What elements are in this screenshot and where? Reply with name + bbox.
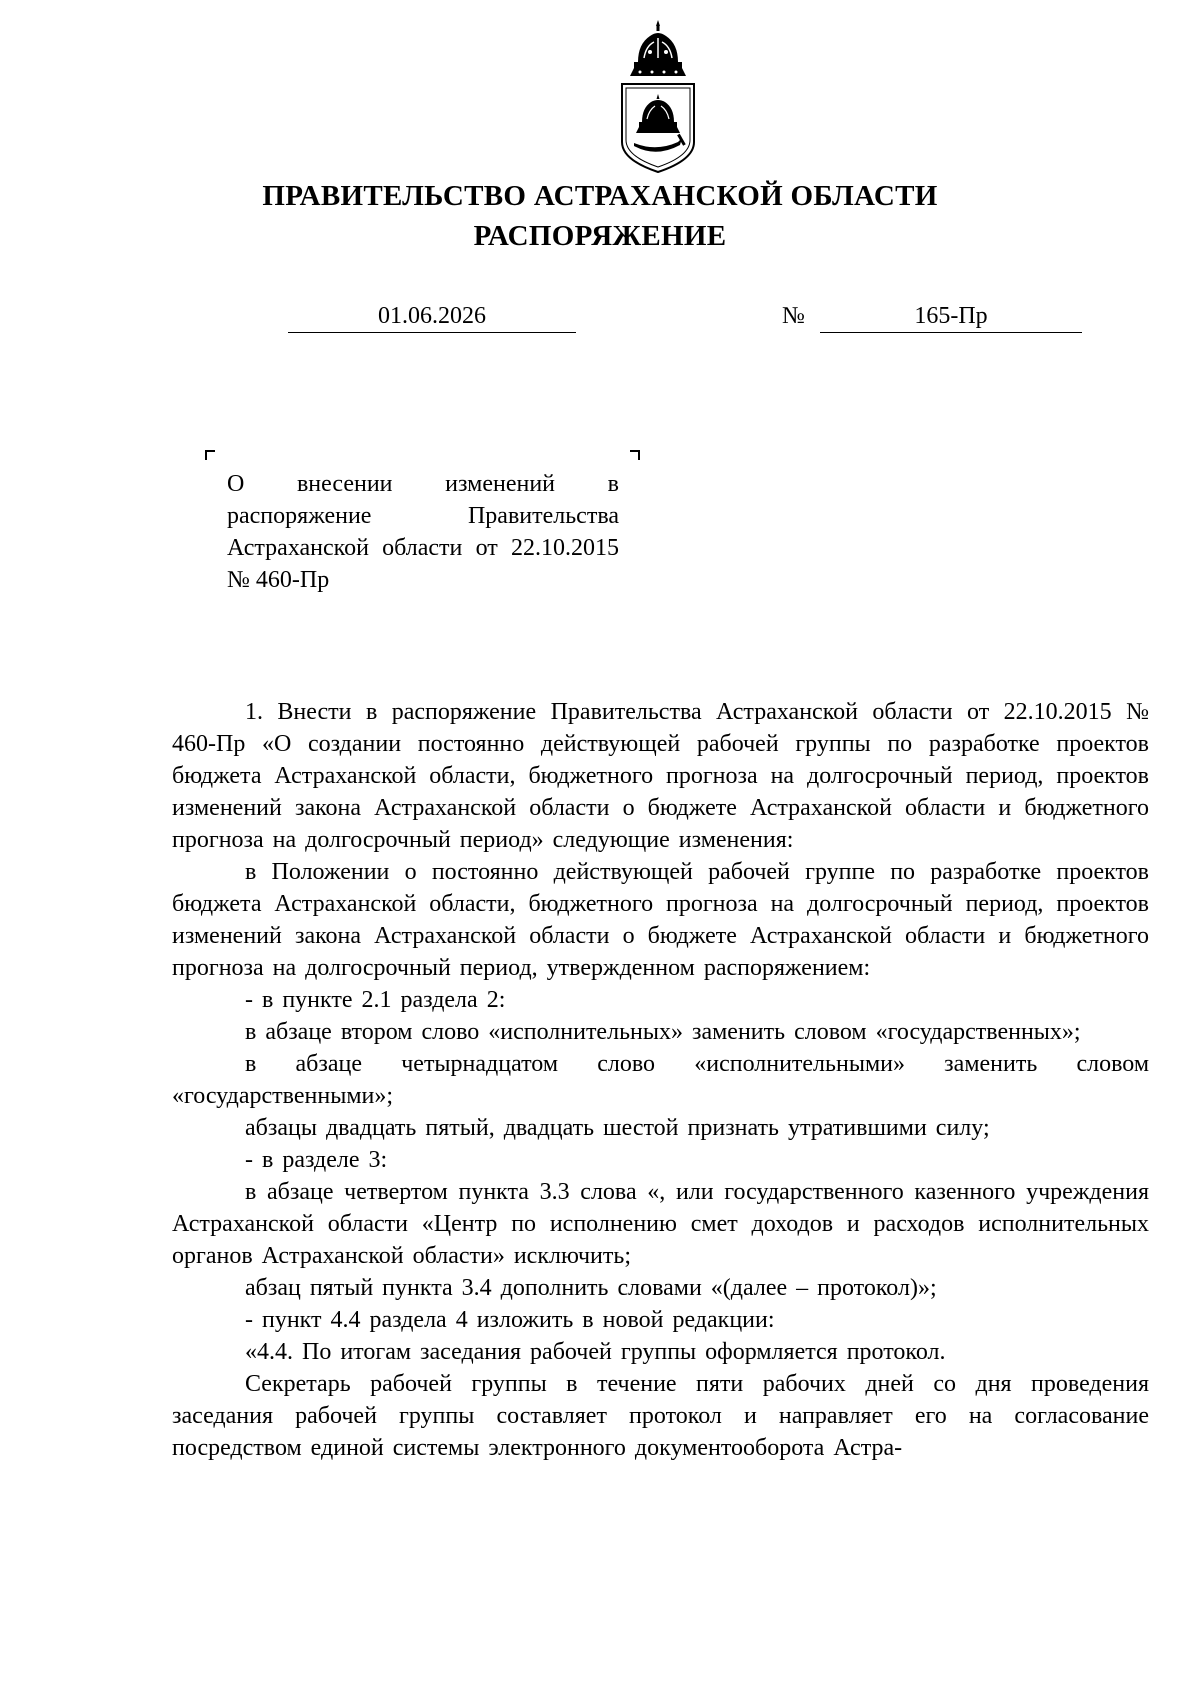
body-paragraph: в абзаце четырнадцатом слово «исполнительными» заменить словом «государственными»; [172,1051,1149,1109]
body-paragraph: Секретарь рабочей группы в течение пяти рабочих дней со дня проведения заседания рабочей группы составляет протокол и направляет его на согласование посредством единой системы электронного документооборота Астра- [172,1371,1149,1461]
government-title: ПРАВИТЕЛЬСТВО АСТРАХАНСКОЙ ОБЛАСТИ [262,180,938,212]
body-paragraph: абзац пятый пункта 3.4 дополнить словами «(далее – протокол)»; [245,1275,937,1301]
body-paragraph: 1. Внести в распоряжение Правительства Астраханской области от 22.10.2015 № 460-Пр «О создании постоянно действующей рабочей группы по разработке проектов бюджета Астраханской области, бюджетного прогноза на долгосрочный период, проектов изменений закона Астраханской области о бюджете Астраханской области и бюджетного прогноза на долгосрочный период» следующие изменения: [172,699,1149,853]
body-paragraph: - в пункте 2.1 раздела 2: [245,987,506,1013]
document-type-title: РАСПОРЯЖЕНИЕ [473,220,727,252]
body-paragraph: в Положении о постоянно действующей рабочей группе по разработке проектов бюджета Астраханской области, бюджетного прогноза на долгосрочный период, проектов изменений закона Астраханской области о бюджете Астраханской области и бюджетного прогноза на долгосрочный период, утвержденном распоряжением: [172,859,1149,981]
number-sign: № [782,303,805,329]
body-paragraph: - в разделе 3: [245,1147,388,1173]
body-paragraph: - пункт 4.4 раздела 4 изложить в новой редакции: [245,1307,775,1333]
subject-bracket-right [630,450,640,460]
document-subject: О внесении изменений в распоряжение Правительства Астраханской области от 22.10.2015 № 460-Пр [227,471,619,593]
body-paragraph: «4.4. По итогам заседания рабочей группы оформляется протокол. [245,1339,946,1365]
document-body [172,696,1149,1464]
body-paragraph: в абзаце четвертом пункта 3.3 слова «, или государственного казенного учреждения Астраханской области «Центр по исполнению смет доходов и расходов исполнительных органов Астраханской области» исключить; [172,1179,1149,1269]
subject-bracket-left [205,450,215,460]
body-paragraph: в абзаце втором слово «исполнительных» заменить словом «государственных»; [245,1019,1081,1045]
document-date: 01.06.2026 [288,300,576,333]
body-paragraph: абзацы двадцать пятый, двадцать шестой признать утратившими силу; [245,1115,990,1141]
coat-of-arms-emblem [616,18,700,174]
document-number: 165-Пр [820,300,1082,333]
